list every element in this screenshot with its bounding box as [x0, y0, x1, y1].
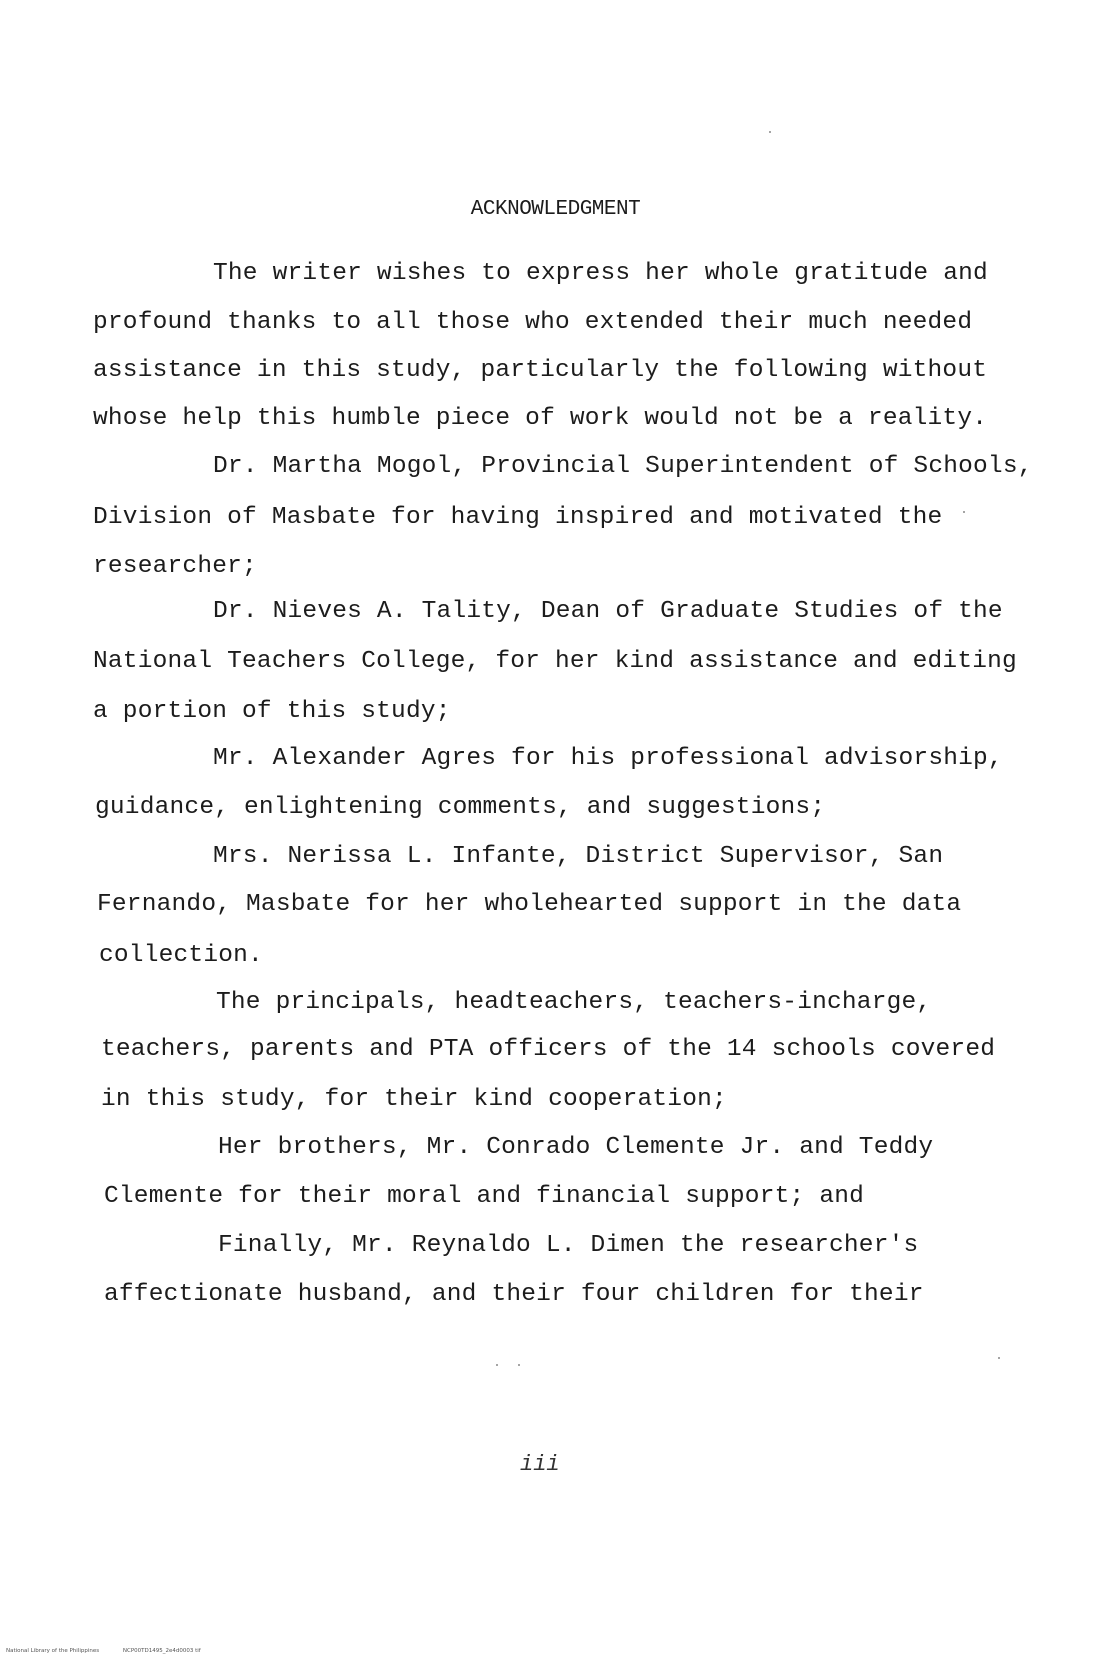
body-line: collection.	[99, 942, 263, 969]
body-line: Finally, Mr. Reynaldo L. Dimen the researcher's	[218, 1232, 919, 1259]
scan-speck	[998, 1357, 1000, 1359]
body-line: Mr. Alexander Agres for his professional advisorship,	[213, 745, 1003, 772]
body-line: Fernando, Masbate for her wholehearted support in the data	[97, 891, 962, 918]
scan-speck	[518, 1364, 520, 1366]
body-line: assistance in this study, particularly the following without	[93, 357, 988, 384]
body-line: affectionate husband, and their four children for their	[104, 1281, 924, 1308]
body-line: researcher;	[93, 553, 257, 580]
body-line: whose help this humble piece of work would not be a reality.	[93, 405, 988, 432]
body-line: Clemente for their moral and financial support; and	[104, 1183, 865, 1210]
body-line: The principals, headteachers, teachers-incharge,	[216, 989, 932, 1016]
body-line: Mrs. Nerissa L. Infante, District Supervisor, San	[213, 843, 944, 870]
footer-code: NCP00TD1495_2e4d0003 tif	[122, 1648, 201, 1654]
page-number: iii	[520, 1452, 560, 1477]
body-line: in this study, for their kind cooperation;	[101, 1086, 727, 1113]
body-line: National Teachers College, for her kind assistance and editing	[93, 648, 1017, 675]
scan-footer	[6, 1648, 223, 1654]
body-line: teachers, parents and PTA officers of the 14 schools covered	[101, 1036, 996, 1063]
scan-speck	[769, 131, 771, 133]
scan-speck	[496, 1364, 498, 1366]
body-line: Dr. Martha Mogol, Provincial Superintendent of Schools,	[213, 453, 1033, 480]
body-line: Division of Masbate for having inspired and motivated the	[93, 504, 943, 531]
body-line: The writer wishes to express her whole gratitude and	[213, 260, 988, 287]
scan-speck	[963, 511, 965, 513]
footer-library: National Library of the Philippines	[6, 1648, 100, 1654]
body-line: guidance, enlightening comments, and suggestions;	[95, 794, 826, 821]
body-line: Dr. Nieves A. Tality, Dean of Graduate Studies of the	[213, 598, 1003, 625]
body-line: Her brothers, Mr. Conrado Clemente Jr. and Teddy	[218, 1134, 934, 1161]
document-heading: ACKNOWLEDGMENT	[470, 198, 641, 221]
body-line: profound thanks to all those who extended their much needed	[93, 309, 973, 336]
body-line: a portion of this study;	[93, 698, 451, 725]
